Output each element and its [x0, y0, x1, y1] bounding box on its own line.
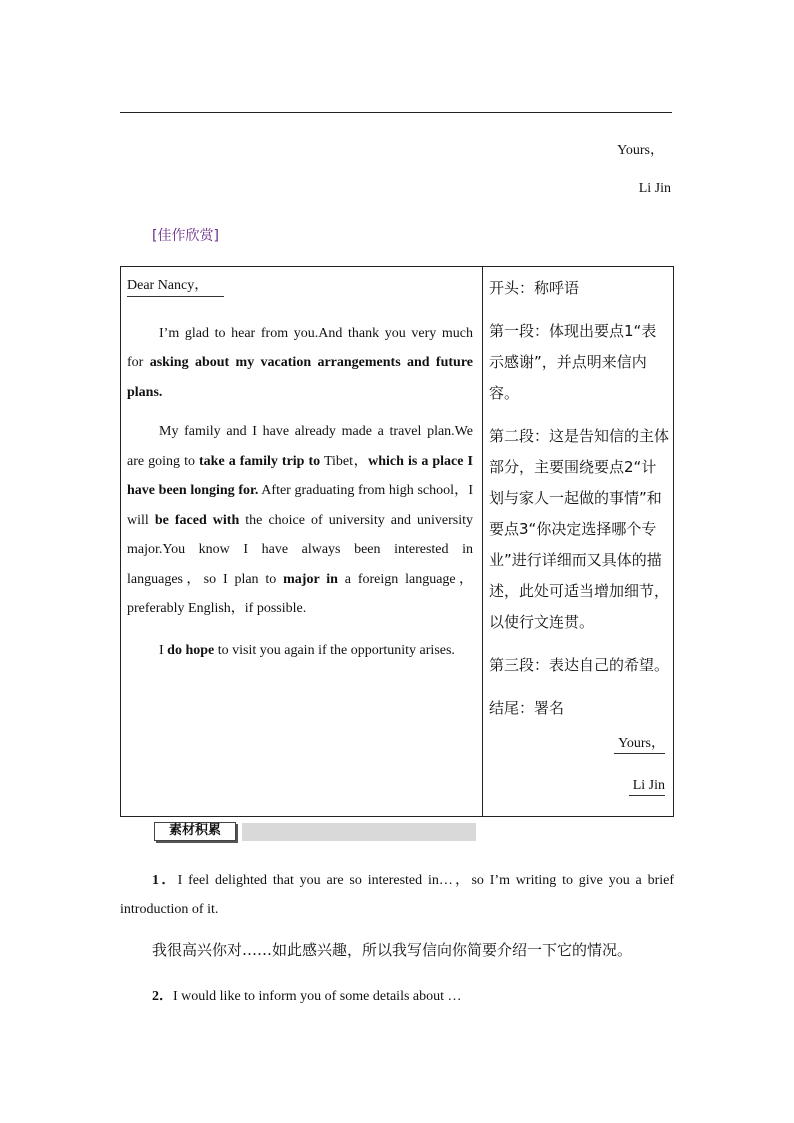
item-english: I would like to inform you of some details about …	[173, 989, 462, 1004]
note-paragraph-1: 第一段：体现出要点1“表示感谢”，并点明来信内容。	[489, 322, 657, 402]
letter-paragraph-2	[127, 417, 473, 624]
letter-paragraph-3	[127, 636, 473, 666]
text-run: Tibet，	[320, 453, 369, 469]
structure-notes	[489, 273, 671, 724]
material-item-2	[120, 982, 674, 1011]
note-ending: 结尾：署名	[489, 699, 565, 717]
material-item-1-translation: 我很高兴你对……如此感兴趣，所以我写信向你简要介绍一下它的情况。	[152, 941, 633, 959]
bold-phrase: take a family trip to	[199, 453, 321, 469]
note-opening: 开头：称呼语	[489, 279, 580, 297]
text-run: I	[159, 642, 168, 658]
text-run: the choice of university and university major.You know I have always been interested in languages，so I plan to	[127, 512, 474, 587]
bold-phrase: be faced with	[154, 512, 240, 528]
section-tag: [佳作欣赏]	[152, 228, 219, 244]
text-run: My family and I have already made a travel plan.We are going to	[127, 424, 473, 469]
header-rule	[120, 112, 672, 113]
letter-text	[127, 271, 473, 665]
header-name: Li Jin	[638, 181, 671, 196]
letter-closing: Yours，	[614, 735, 665, 754]
letter-paragraph-1	[127, 319, 473, 408]
item-number: 1．	[152, 873, 178, 888]
material-badge: 素材积累	[154, 822, 236, 841]
material-heading-bar	[242, 823, 476, 841]
text-run: After graduating from high school，I will	[127, 483, 473, 528]
letter-salutation: Dear Nancy，	[127, 276, 224, 297]
text-run: a foreign language，preferably English，if possible.	[127, 571, 473, 616]
bold-phrase: do hope	[167, 642, 215, 658]
table-divider	[482, 267, 483, 816]
bold-phrase: major in	[283, 571, 338, 587]
material-heading	[154, 822, 476, 841]
model-letter-table	[120, 266, 674, 817]
note-paragraph-2: 第二段：这是告知信的主体部分，主要围绕要点2“计划与家人一起做的事情”和要点3“你决定选择哪个专业”进行详细而又具体的描述，此处可适当增加细节，以使行文连贯。	[489, 427, 670, 631]
bold-phrase: asking about my vacation arrangements and future plans.	[127, 355, 474, 400]
text-run: I’m glad to hear from you.And thank you very much for	[127, 325, 473, 370]
letter-signature: Li Jin	[629, 777, 665, 796]
item-english: I feel delighted that you are so interested in…，so I’m writing to give you a brief introduction of it.	[120, 873, 674, 917]
bold-phrase: which is a place I have been longing for.	[127, 453, 473, 498]
item-number: 2．	[152, 989, 173, 1004]
note-paragraph-3: 第三段：表达自己的希望。	[489, 656, 670, 674]
text-run: to visit you again if the opportunity arises.	[214, 642, 455, 658]
header-closing: Yours，	[617, 143, 664, 158]
material-item-1	[120, 866, 674, 924]
